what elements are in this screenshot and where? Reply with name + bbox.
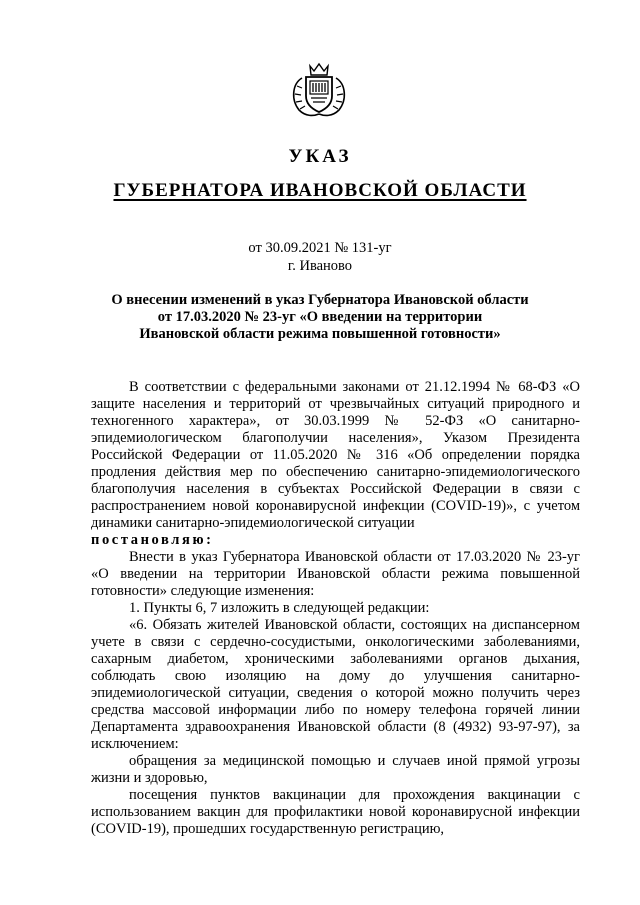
exception-paragraph: посещения пунктов вакцинации для прохождения вакцинации с использованием вакцин для профилактики новой коронавирусной инфекции (COVID-19), прошедших государственную регистрацию, (91, 787, 580, 837)
item-1-paragraph: 1. Пункты 6, 7 изложить в следующей редакции: (129, 600, 430, 616)
decree-word: постановляю: (91, 532, 214, 548)
document-type: УКАЗ (288, 146, 352, 167)
authority-title: ГУБЕРНАТОРА ИВАНОВСКОЙ ОБЛАСТИ (113, 180, 527, 201)
document-city: г. Иваново (287, 258, 353, 274)
document-authority (0, 180, 640, 202)
subject-line: О внесении изменений в указ Губернатора Ивановской области (111, 292, 529, 308)
exception-paragraph: обращения за медицинской помощью и случаев иной прямой угрозы жизни и здоровью, (91, 753, 580, 786)
document-subject (90, 292, 550, 343)
subject-line: Ивановской области режима повышенной готовности» (139, 326, 501, 342)
coat-of-arms-icon (288, 62, 350, 118)
item-6-paragraph: «6. Обязать жителей Ивановской области, состоящих на диспансерном учете в связи с сердечно-сосудистыми, онкологическими заболеваниями, сахарным диабетом, хроническими заболеваниями органов дыхания, соблюдать свою изоляцию на дому до улучшения санитарно-эпидемиологической ситуации, сведения о которой можно получить через средства массовой информации либо по номеру телефона горячей линии Департамента здравоохранения Ивановской области (8 (4932) 93-97-97), за исключением: (91, 617, 580, 752)
document-body (91, 379, 580, 838)
document-date: от 30.09.2021 № 131-уг (248, 240, 392, 256)
intro-paragraph: Внести в указ Губернатора Ивановской области от 17.03.2020 № 23-уг «О введении на территории Ивановской области режима повышенной готовности» следующие изменения: (91, 549, 580, 599)
preamble-paragraph: В соответствии с федеральными законами от 21.12.1994 № 68-ФЗ «О защите населения и территорий от чрезвычайных ситуаций природного и техногенного характера», от 30.03.1999 № 52-ФЗ «О санитарно-эпидемиологическом благополучии населения», Указом Президента Российской Федерации от 11.05.2020 № 316 «Об определении порядка продления действия мер по обеспечению санитарно-эпидемиологического благополучия населения в субъектах Российской Федерации в связи с распространением новой коронавирусной инфекции (COVID-19)», с учетом динамики санитарно-эпидемиологической ситуации (91, 379, 580, 531)
subject-line: от 17.03.2020 № 23-уг «О введении на территории (157, 309, 483, 325)
